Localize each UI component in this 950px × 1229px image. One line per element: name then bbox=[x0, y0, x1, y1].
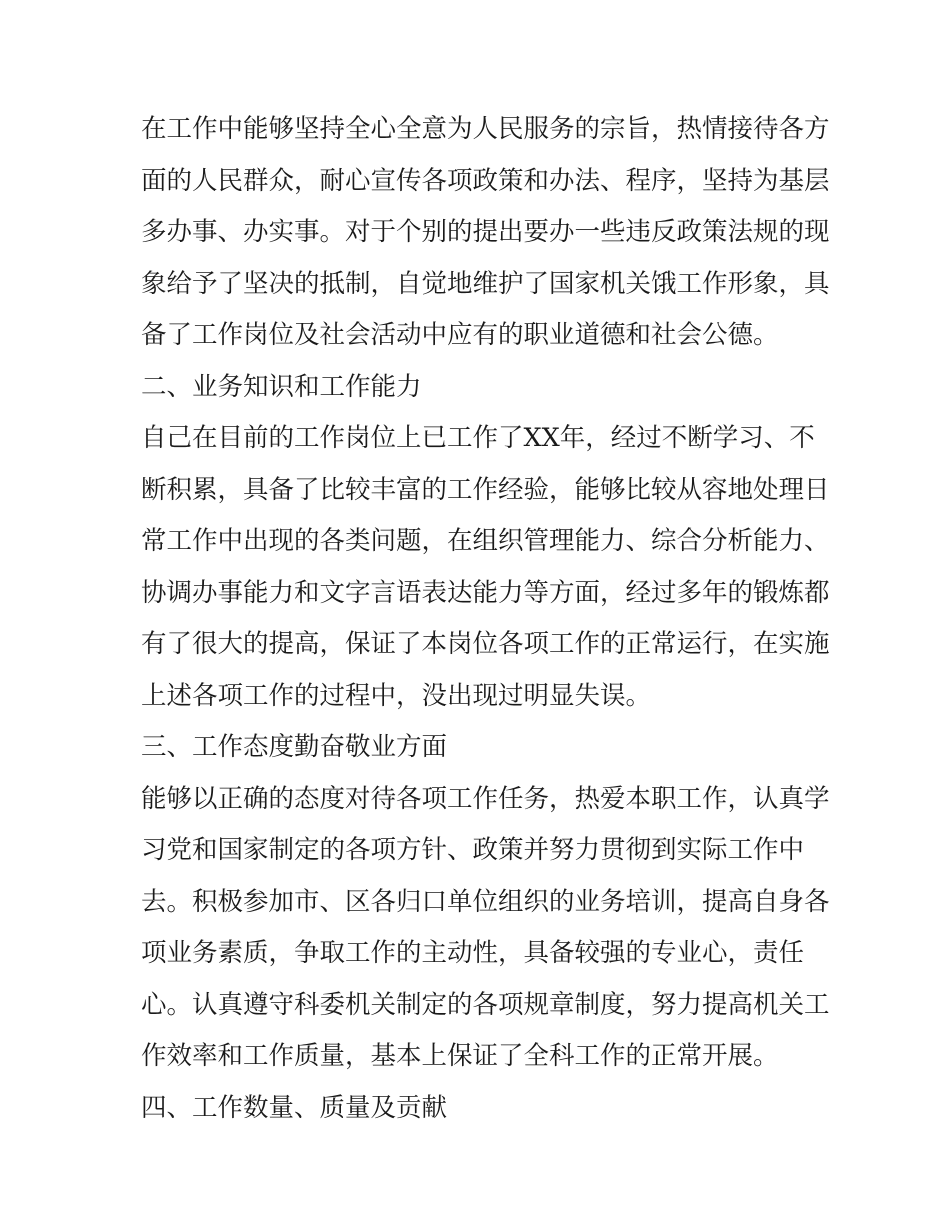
section-heading: 二、业务知识和工作能力 bbox=[141, 371, 422, 402]
paragraph-line: 自己在目前的工作岗位上已工作了XX年，经过不断学习、不 bbox=[141, 423, 815, 453]
section-heading: 四、工作数量、质量及贡献 bbox=[141, 1092, 448, 1123]
paragraph-line: 常工作中出现的各类问题，在组织管理能力、综合分析能力、 bbox=[141, 526, 830, 556]
paragraph-line: 断积累，具备了比较丰富的工作经验，能够比较从容地处理日 bbox=[141, 474, 830, 505]
document-body bbox=[141, 104, 830, 1134]
paragraph-line: 去。积极参加市、区各归口单位组织的业务培训，提高自身各 bbox=[141, 886, 830, 917]
paragraph-line: 心。认真遵守科委机关制定的各项规章制度，努力提高机关工 bbox=[141, 989, 830, 1020]
paragraph-line: 协调办事能力和文字言语表达能力等方面，经过多年的锻炼都 bbox=[141, 577, 830, 608]
paragraph-line: 象给予了坚决的抵制，自觉地维护了国家机关饿工作形象，具 bbox=[141, 268, 830, 299]
paragraph-line: 在工作中能够坚持全心全意为人民服务的宗旨，热情接待各方 bbox=[141, 114, 830, 144]
paragraph-line: 有了很大的提高，保证了本岗位各项工作的正常运行，在实施 bbox=[141, 629, 830, 659]
paragraph-line: 备了工作岗位及社会活动中应有的职业道德和社会公德。 bbox=[141, 320, 779, 350]
paragraph-line: 作效率和工作质量，基本上保证了全科工作的正常开展。 bbox=[141, 1041, 779, 1071]
paragraph-line: 能够以正确的态度对待各项工作任务，热爱本职工作，认真学 bbox=[141, 783, 830, 814]
paragraph-line: 习党和国家制定的各项方针、政策并努力贯彻到实际工作中 bbox=[141, 835, 805, 865]
section-heading: 三、工作态度勤奋敬业方面 bbox=[141, 732, 448, 762]
paragraph-line: 项业务素质，争取工作的主动性，具备较强的专业心，责任 bbox=[141, 938, 805, 968]
paragraph-line: 面的人民群众，耐心宣传各项政策和办法、程序，坚持为基层 bbox=[141, 165, 830, 196]
paragraph-line: 多办事、办实事。对于个别的提出要办一些违反政策法规的现 bbox=[141, 217, 830, 247]
paragraph-line: 上述各项工作的过程中，没出现过明显失误。 bbox=[141, 680, 652, 711]
